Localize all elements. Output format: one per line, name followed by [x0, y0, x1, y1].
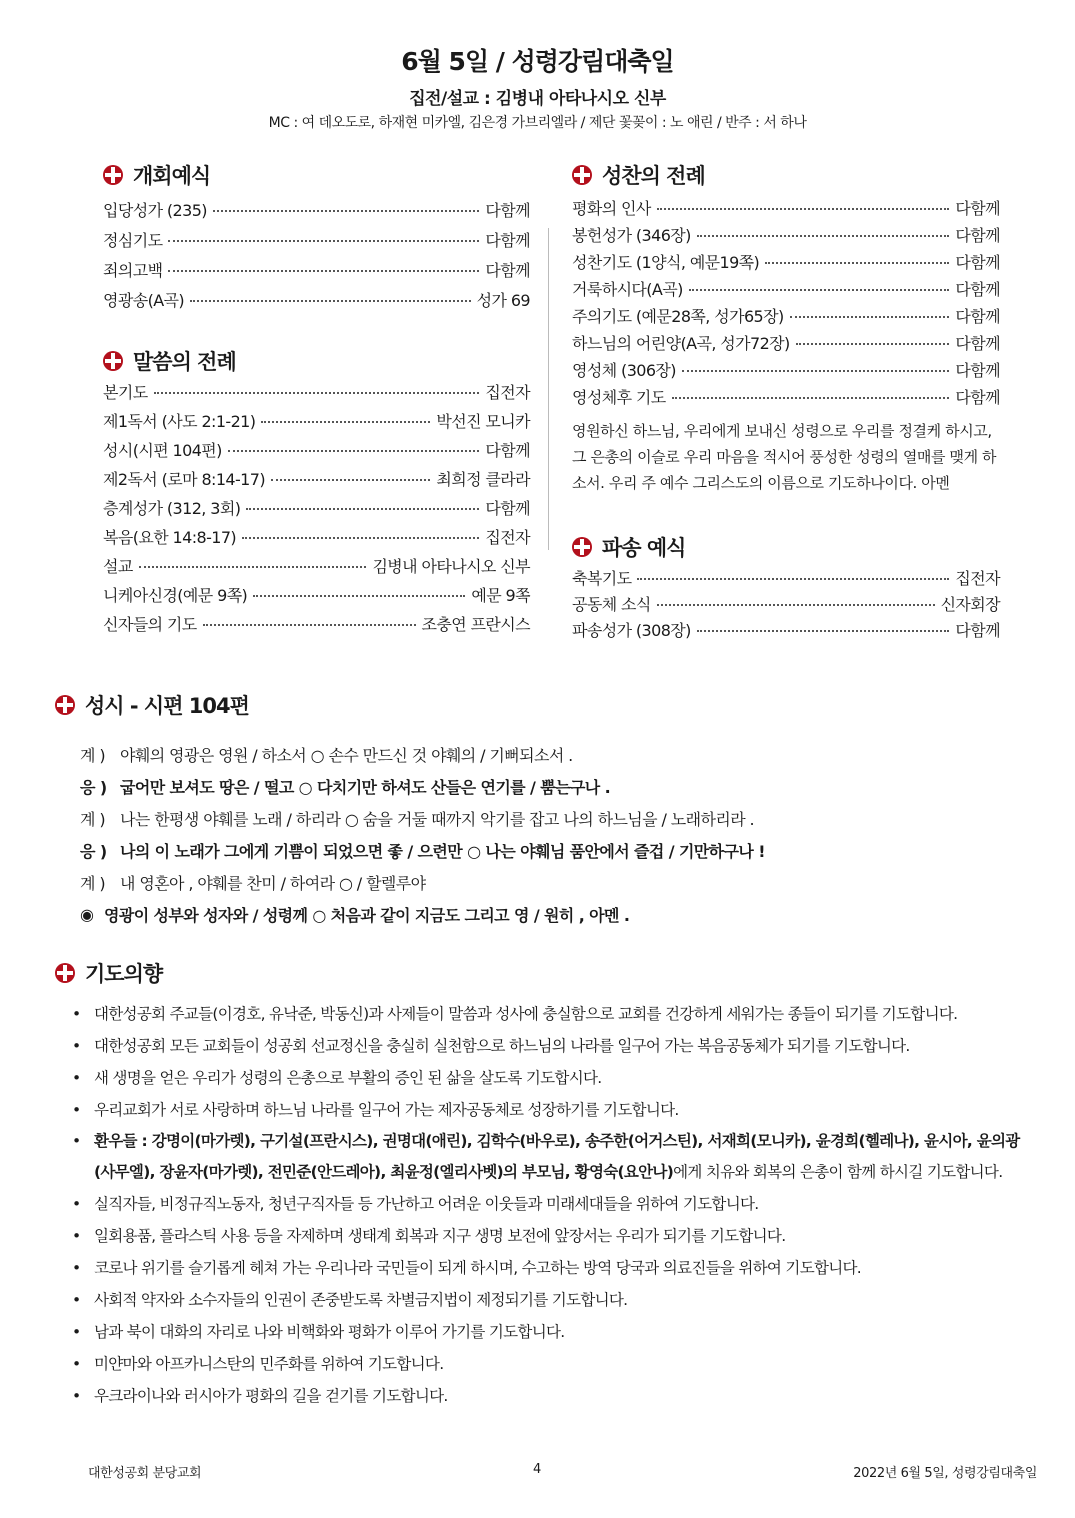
- cross-icon: [55, 695, 75, 715]
- psalm-heading: [55, 690, 249, 720]
- intentions-title: 기도의향: [85, 962, 163, 986]
- dismissal-list: [572, 566, 1000, 644]
- cross-icon: [55, 963, 75, 983]
- psalm-line: 계 ) 내 영혼아 , 야훼를 찬미 / 하여라 ○ / 할렐루야: [80, 873, 426, 893]
- list-item: 복음(요한 14:8-17) 집전자: [103, 528, 530, 547]
- footer-date: 2022년 6월 5일, 성령강림대축일: [853, 1466, 1037, 1481]
- psalm-line: 계 ) 나는 한평생 야훼를 노래 / 하리라 ○ 숨을 거둘 때까지 악기를 잡고 나의 하느님을 / 노래하리라 .: [80, 809, 755, 829]
- psalm-text: [80, 738, 1040, 930]
- list-item: 성찬기도 (1양식, 예문19쪽) 다함께: [572, 253, 1000, 272]
- list-item: 주의기도 (예문28쪽, 성가65장) 다함께: [572, 307, 1000, 326]
- list-item: 성시(시편 104편) 다함께: [103, 441, 530, 460]
- celebrant-line: 집전/설교 : 김병내 아타나시오 신부: [409, 89, 666, 109]
- footer-church: 대한성공회 분당교회: [88, 1466, 202, 1481]
- list-item: 신자들의 기도 조충연 프란시스: [103, 615, 530, 634]
- list-item: • 대한성공회 주교들(이경호, 유낙준, 박동신)과 사제들이 말씀과 성사에 충실함으로 교회를 건강하게 세워가는 종들이 되기를 기도합니다.: [72, 998, 1032, 1030]
- word-list: [103, 380, 530, 641]
- list-item: 봉헌성가 (346장) 다함께: [572, 226, 1000, 245]
- list-item: 파송성가 (308장) 다함께: [572, 621, 1000, 640]
- list-item: • 일회용품, 플라스틱 사용 등을 자제하며 생태계 회복과 지구 생명 보전에 앞장서는 우리가 되기를 기도합니다.: [72, 1220, 1032, 1252]
- list-item: 영광송(A곡) 성가 69: [103, 291, 530, 310]
- word-heading: [103, 346, 236, 376]
- cross-icon: [103, 351, 123, 371]
- list-item: • 코로나 위기를 슬기롭게 헤쳐 가는 우리나라 국민들이 되게 하시며, 수고하는 방역 당국과 의료진들을 위하여 기도합니다.: [72, 1252, 1032, 1284]
- list-item: 영성체 (306장) 다함께: [572, 361, 1000, 380]
- list-item: 니케아신경(예문 9쪽) 예문 9쪽: [103, 586, 530, 605]
- cross-icon: [572, 537, 592, 557]
- list-item: • 대한성공회 모든 교회들이 성공회 선교정신을 충실히 실천함으로 하느님의 나라를 일구어 가는 복음공동체가 되기를 기도합니다.: [72, 1030, 1032, 1062]
- list-item: 영성체후 기도 다함께: [572, 388, 1000, 407]
- page-title: 6월 5일 / 성령강림대축일: [401, 47, 674, 76]
- list-item: 제2독서 (로마 8:14-17) 최희정 클라라: [103, 470, 530, 489]
- post-communion-prayer: 영원하신 하느님, 우리에게 보내신 성령으로 우리를 정결케 하시고, 그 은총의 이슬로 우리 마음을 적시어 풍성한 성령의 열매를 맺게 하소서. 우리 주 예수 그리스도의 이름으로 기도하나이다. 아멘: [572, 422, 997, 492]
- list-item: 축복기도 집전자: [572, 569, 1000, 588]
- list-item: 제1독서 (사도 2:1-21) 박선진 모니카: [103, 412, 530, 431]
- page-number: 4: [533, 1462, 541, 1477]
- psalm-title: 성시 - 시편 104편: [85, 694, 249, 718]
- column-divider: [548, 228, 549, 550]
- opening-list: [103, 198, 530, 318]
- list-item: 정심기도 다함께: [103, 231, 530, 250]
- list-item: • 새 생명을 얻은 우리가 성령의 은총으로 부활의 증인 된 삶을 살도록 기도합시다.: [72, 1062, 1032, 1094]
- list-item: 공동체 소식 신자회장: [572, 595, 1000, 614]
- list-item: 거룩하시다(A곡) 다함께: [572, 280, 1000, 299]
- opening-heading: [103, 160, 210, 190]
- list-item: • 사회적 약자와 소수자들의 인권이 존중받도록 차별금지법이 제정되기를 기도합니다.: [72, 1284, 1032, 1316]
- psalm-line: 응 ) 나의 이 노래가 그에게 기쁨이 되었으면 좋 / 으련만 ○ 나는 야훼님 품안에서 즐겁 / 기만하구나 !: [80, 841, 765, 861]
- psalm-line: ◉ 영광이 성부와 성자와 / 성령께 ○ 처음과 같이 지금도 그리고 영 / 원히 , 아멘 .: [80, 904, 630, 925]
- dismissal-title: 파송 예식: [602, 536, 686, 560]
- list-item: • 남과 북이 대화의 자리로 나와 비핵화와 평화가 이루어 가기를 기도합니다.: [72, 1316, 1032, 1348]
- list-item: 평화의 인사 다함께: [572, 199, 1000, 218]
- eucharist-heading: [572, 160, 705, 190]
- intentions-list: [72, 998, 1032, 1412]
- list-item: 층계성가 (312, 3회) 다함께: [103, 499, 530, 518]
- intentions-heading: [55, 958, 162, 988]
- list-item: 입당성가 (235) 다함께: [103, 201, 530, 220]
- ministers-line: MC : 여 데오도로, 하재현 미카엘, 김은경 가브리엘라 / 제단 꽃꽂이 : 노 애린 / 반주 : 서 하나: [268, 115, 807, 131]
- cross-icon: [572, 165, 592, 185]
- list-item: • 우크라이나와 러시아가 평화의 길을 걷기를 기도합니다.: [72, 1380, 1032, 1412]
- list-item: 하느님의 어린양(A곡, 성가72장) 다함께: [572, 334, 1000, 353]
- list-item: • 우리교회가 서로 사랑하며 하느님 나라를 일구어 가는 제자공동체로 성장하기를 기도합니다.: [72, 1094, 1032, 1126]
- list-item: • 미얀마와 아프카니스탄의 민주화를 위하여 기도합니다.: [72, 1348, 1032, 1380]
- list-item: • 실직자들, 비정규직노동자, 청년구직자들 등 가난하고 어려운 이웃들과 미래세대들을 위하여 기도합니다.: [72, 1188, 1032, 1220]
- eucharist-title: 성찬의 전례: [602, 164, 705, 188]
- list-item: 죄의고백 다함께: [103, 261, 530, 280]
- list-item: 본기도 집전자: [103, 383, 530, 402]
- opening-title: 개회예식: [133, 164, 211, 188]
- sick-list-item: • 환우들 : 강명이(마가렛), 구기설(프란시스), 권명대(애린), 김학수(바우로), 송주한(어거스틴), 서재희(모니카), 윤경희(헬레나), 윤시아, 윤의광(사무엘), 장윤자(마가렛), 전민준(안드레아), 최윤정(엘리사벳)의 부모님, 황영숙(요안나)에게 치유와 회복의 은총이 함께 하시길 기도합니다.: [72, 1126, 1032, 1188]
- word-title: 말씀의 전례: [133, 350, 236, 374]
- psalm-line: 응 ) 굽어만 보셔도 땅은 / 떨고 ○ 다치기만 하셔도 산들은 연기를 / 뿜는구나 .: [80, 777, 611, 797]
- cross-icon: [103, 165, 123, 185]
- eucharist-list: [572, 196, 1000, 412]
- dismissal-heading: [572, 532, 685, 562]
- psalm-line: 계 ) 야훼의 영광은 영원 / 하소서 ○ 손수 만드신 것 야훼의 / 기뻐되소서 .: [80, 745, 573, 765]
- list-item: 설교 김병내 아타나시오 신부: [103, 557, 530, 576]
